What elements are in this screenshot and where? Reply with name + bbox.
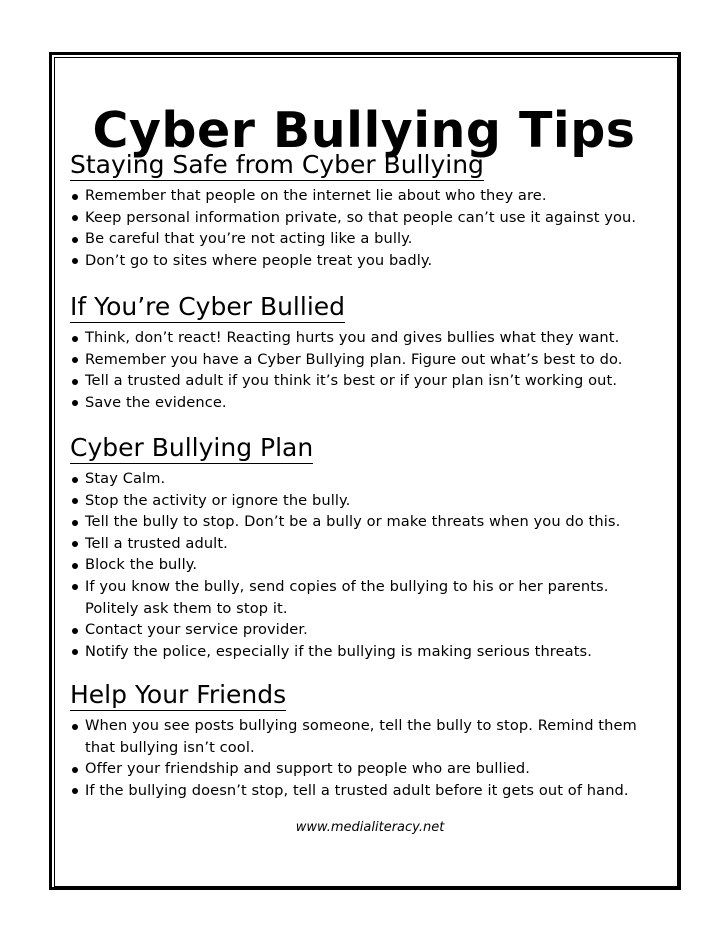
section-heading: Help Your Friends <box>70 680 287 709</box>
list-item: Tell a trusted adult if you think it’s best or if your plan isn’t working out. <box>70 370 670 392</box>
tips-list <box>70 185 670 271</box>
tips-list <box>70 468 670 662</box>
list-item: Remember that people on the internet lie about who they are. <box>70 185 670 207</box>
list-item: Don’t go to sites where people treat you badly. <box>70 250 670 272</box>
tips-list <box>70 715 670 801</box>
list-item-continuation: Politely ask them to stop it. <box>85 599 288 617</box>
section-heading: Staying Safe from Cyber Bullying <box>70 150 484 179</box>
list-item: Contact your service provider. <box>70 619 670 641</box>
list-item: Tell a trusted adult. <box>70 533 670 555</box>
list-item: When you see posts bullying someone, tell the bully to stop. Remind them <box>70 715 670 737</box>
list-item: Stay Calm. <box>70 468 670 490</box>
list-item: Offer your friendship and support to people who are bullied. <box>70 758 670 780</box>
list-item: Save the evidence. <box>70 392 670 414</box>
list-item: Notify the police, especially if the bullying is making serious threats. <box>70 641 670 663</box>
section-help-friends <box>70 680 670 801</box>
list-item: Tell the bully to stop. Don’t be a bully or make threats when you do this. <box>70 511 670 533</box>
list-item: Be careful that you’re not acting like a bully. <box>70 228 670 250</box>
section-heading: Cyber Bullying Plan <box>70 433 314 462</box>
section-if-bullied <box>70 292 670 413</box>
footer-url: www.medialiteracy.net <box>295 820 445 835</box>
list-item: If you know the bully, send copies of the bullying to his or her parents. <box>70 576 670 598</box>
list-item: Stop the activity or ignore the bully. <box>70 490 670 512</box>
list-item-continuation: that bullying isn’t cool. <box>85 738 255 756</box>
section-plan <box>70 433 670 662</box>
list-item: Remember you have a Cyber Bullying plan. Figure out what’s best to do. <box>70 349 670 371</box>
list-item: If the bullying doesn’t stop, tell a trusted adult before it gets out of hand. <box>70 780 670 802</box>
list-item: Think, don’t react! Reacting hurts you and gives bullies what they want. <box>70 327 670 349</box>
section-heading: If You’re Cyber Bullied <box>70 292 346 321</box>
list-item: Keep personal information private, so that people can’t use it against you. <box>70 207 670 229</box>
tips-list <box>70 327 670 413</box>
list-item: Block the bully. <box>70 554 670 576</box>
section-staying-safe <box>70 150 670 271</box>
page-title: Cyber Bullying Tips <box>92 101 636 159</box>
